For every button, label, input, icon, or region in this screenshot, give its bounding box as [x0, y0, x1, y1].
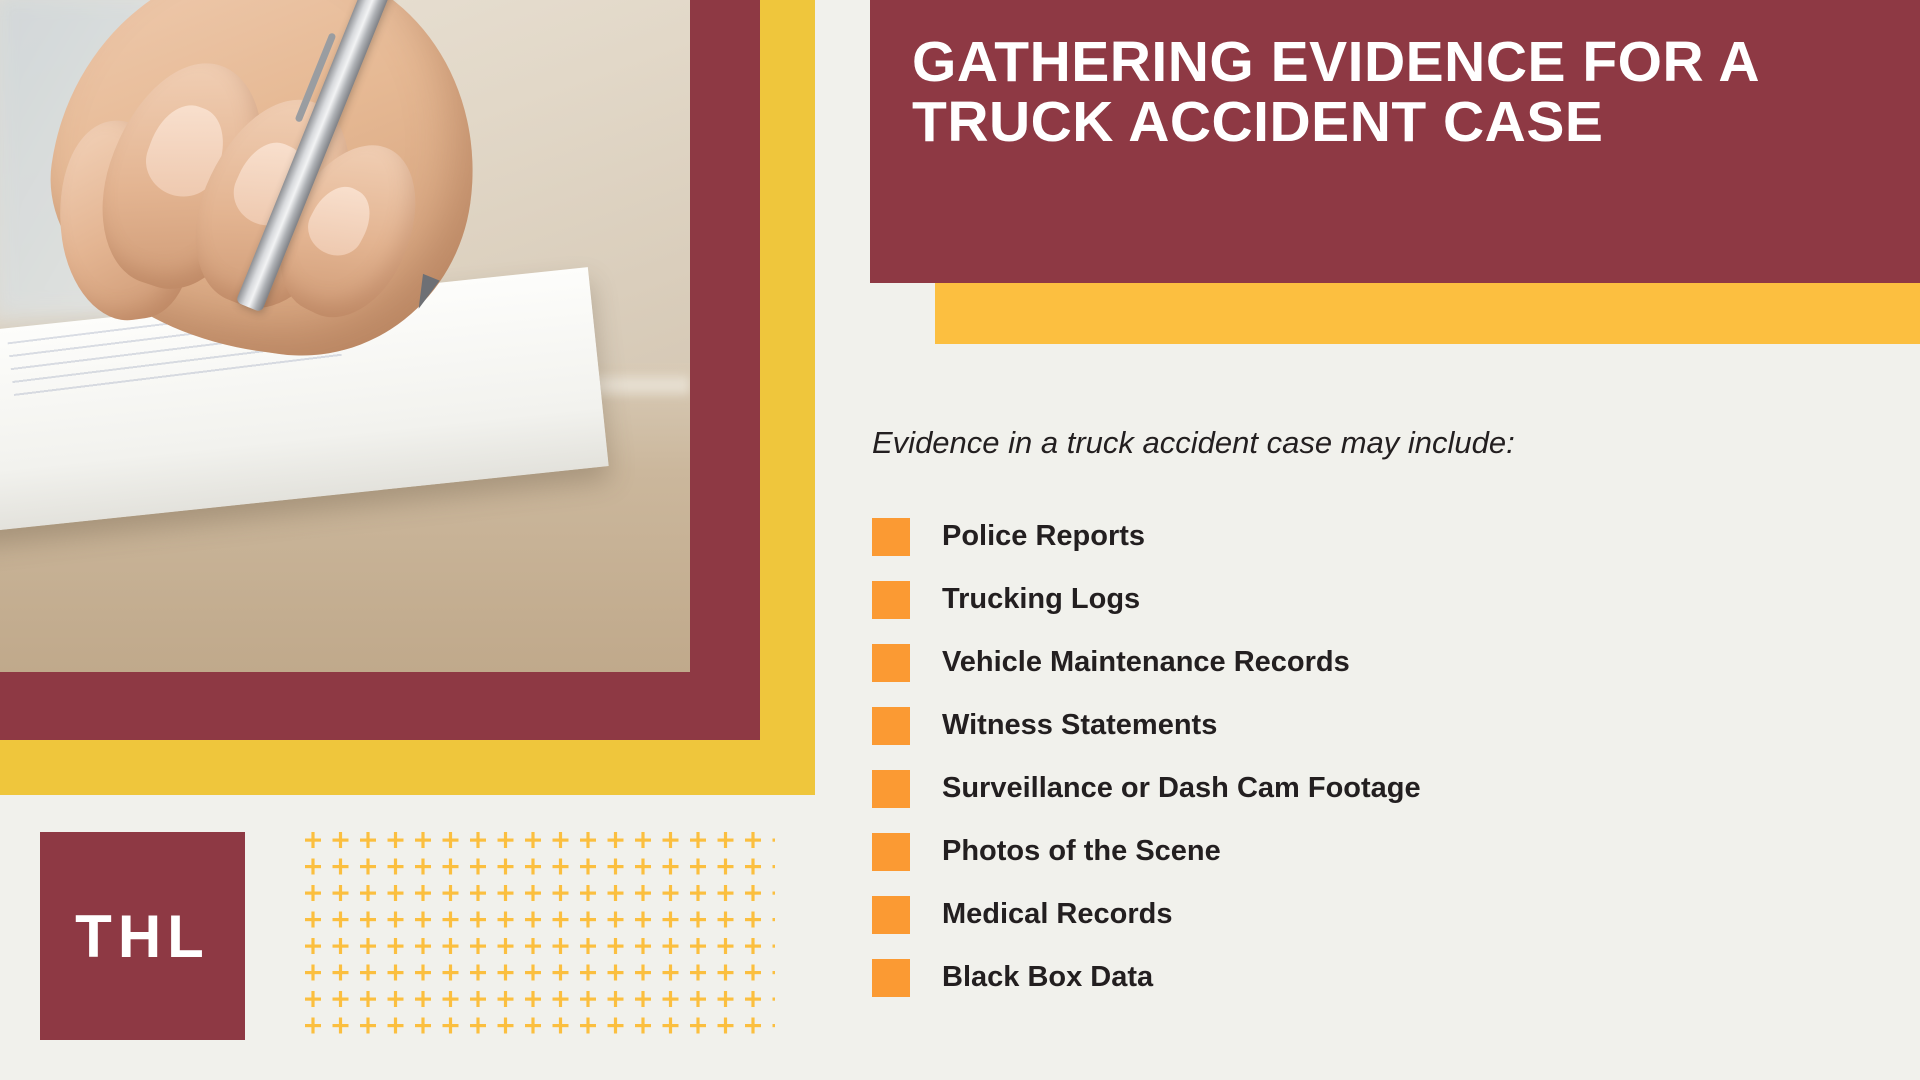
list-item-label: Black Box Data	[942, 961, 1154, 993]
list-item	[872, 694, 1882, 757]
square-bullet-icon	[872, 959, 910, 997]
square-bullet-icon	[872, 707, 910, 745]
list-item-label: Vehicle Maintenance Records	[942, 646, 1350, 678]
list-item	[872, 946, 1882, 1009]
title-banner	[870, 0, 1920, 283]
list-item-label: Medical Records	[942, 898, 1173, 930]
list-item	[872, 883, 1882, 946]
plus-grid-pattern	[305, 832, 775, 1044]
list-item-label: Witness Statements	[942, 709, 1218, 741]
list-item	[872, 568, 1882, 631]
list-item	[872, 820, 1882, 883]
list-item	[872, 505, 1882, 568]
square-bullet-icon	[872, 581, 910, 619]
thl-logo-text: THL	[75, 902, 210, 970]
hand-writing-on-notebook-photo	[0, 0, 690, 672]
list-item-label: Police Reports	[942, 520, 1146, 552]
list-item	[872, 757, 1882, 820]
square-bullet-icon	[872, 518, 910, 556]
evidence-list	[872, 505, 1882, 1009]
evidence-intro-text: Evidence in a truck accident case may include:	[872, 425, 1515, 460]
list-item-label: Photos of the Scene	[942, 835, 1221, 867]
accent-bar	[935, 283, 1920, 344]
plus-grid-icon	[305, 832, 775, 1044]
list-item-label: Trucking Logs	[942, 583, 1141, 615]
square-bullet-icon	[872, 644, 910, 682]
square-bullet-icon	[872, 770, 910, 808]
photo-block	[0, 0, 815, 795]
page-title: GATHERING EVIDENCE FOR A TRUCK ACCIDENT CASE	[912, 30, 1758, 155]
thl-logo	[40, 832, 245, 1040]
square-bullet-icon	[872, 896, 910, 934]
list-item	[872, 631, 1882, 694]
list-item-label: Surveillance or Dash Cam Footage	[942, 772, 1421, 804]
square-bullet-icon	[872, 833, 910, 871]
